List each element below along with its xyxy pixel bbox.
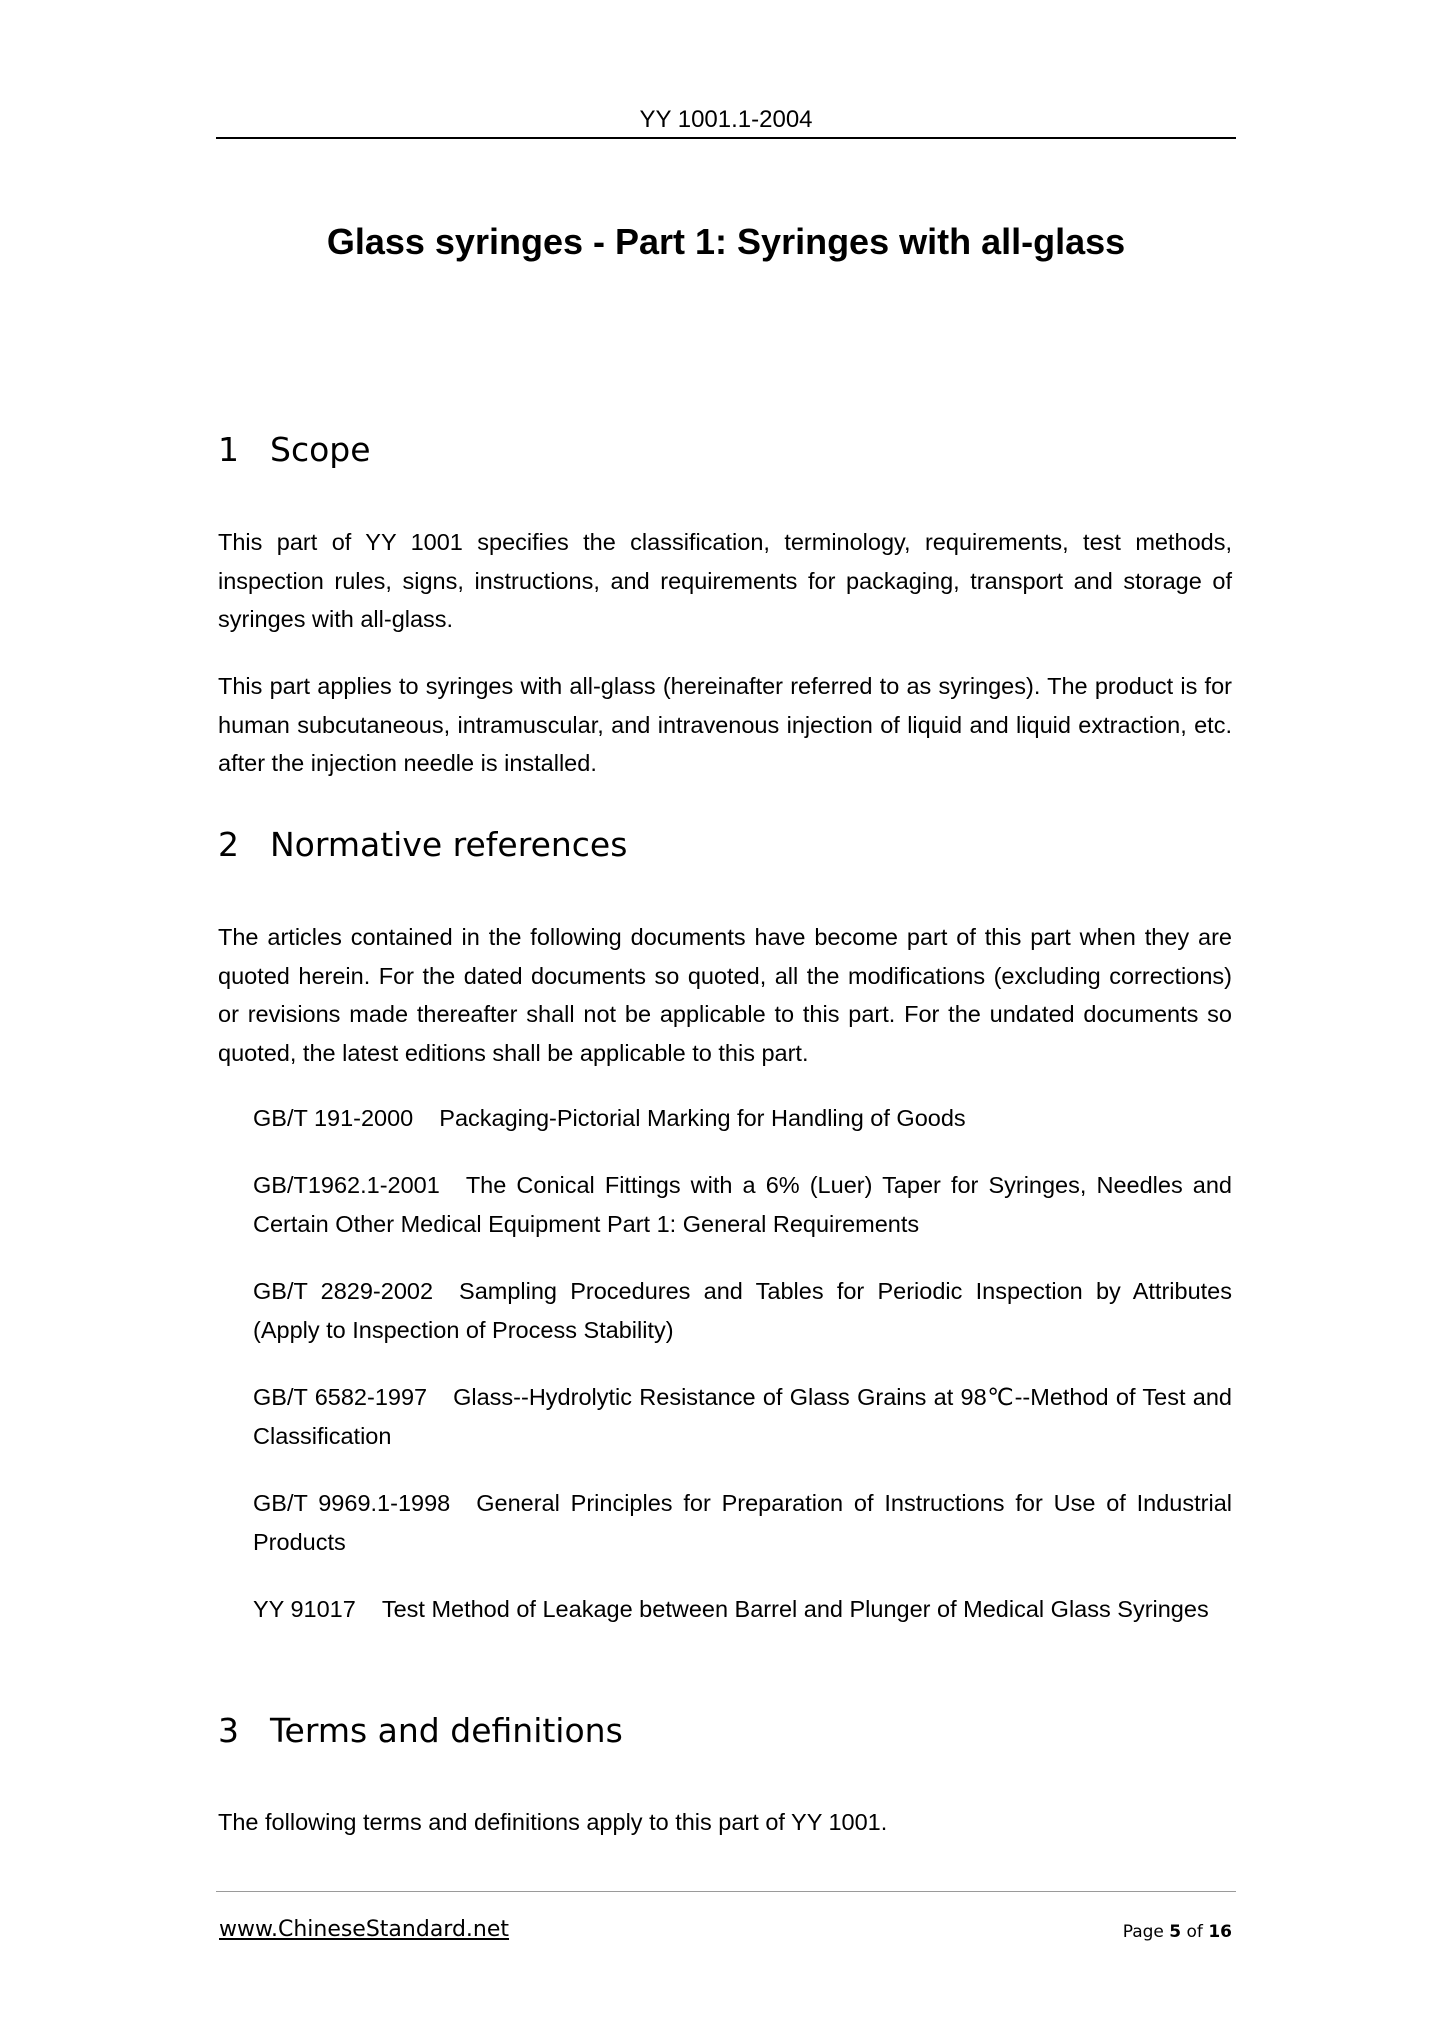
section-number: 2 (218, 825, 239, 864)
reference-item (253, 1378, 1232, 1455)
normative-intro-paragraph: The articles contained in the following documents have become part of this part when they are quoted herein. For the dated documents so quoted, all the modifications (excluding corrections) or revisions made thereafter shall not be applicable to this part. For the undated documents so quoted, the latest editions shall be applicable to this part. (218, 924, 1232, 1066)
section-title: Scope (270, 430, 371, 469)
page-label: Page (1122, 1922, 1164, 1942)
header-standard-code: YY 1001.1-2004 (639, 106, 813, 133)
section-title: Normative references (270, 825, 628, 864)
page-current: 5 (1169, 1922, 1182, 1942)
reference-code: GB/T1962.1-2001 (253, 1172, 440, 1198)
page-of-label: of (1186, 1922, 1203, 1942)
reference-title: Glass--Hydrolytic Resistance of Glass Grains at 98℃--Method of Test and Classification (253, 1384, 1233, 1449)
section-number: 3 (218, 1711, 239, 1750)
reference-code: GB/T 6582-1997 (253, 1384, 428, 1410)
reference-code: GB/T 9969.1-1998 (253, 1490, 451, 1516)
reference-code: GB/T 191-2000 (253, 1105, 414, 1131)
reference-item (253, 1590, 1232, 1629)
reference-code: GB/T 2829-2002 (253, 1278, 434, 1304)
scope-paragraph: This part of YY 1001 specifies the classification, terminology, requirements, test methods, inspection rules, signs, instructions, and requirements for packaging, transport and storage of syringes with all-glass. (218, 529, 1232, 632)
header-rule (216, 137, 1236, 139)
reference-title: General Principles for Preparation of Instructions for Use of Industrial Products (253, 1490, 1232, 1555)
section-title: Terms and definitions (270, 1711, 623, 1750)
page-number (1123, 1920, 1232, 1944)
reference-title: Test Method of Leakage between Barrel and Plunger of Medical Glass Syringes (381, 1596, 1209, 1622)
page-total: 16 (1208, 1922, 1232, 1942)
reference-title: Packaging-Pictorial Marking for Handling of Goods (439, 1105, 966, 1131)
reference-item (253, 1099, 1232, 1138)
reference-item (253, 1484, 1232, 1561)
section-heading-scope (218, 430, 371, 470)
section-heading-terms-definitions (218, 1711, 623, 1751)
reference-item (253, 1272, 1232, 1349)
terms-paragraph: The following terms and definitions apply to this part of YY 1001. (218, 1809, 888, 1835)
reference-title: Sampling Procedures and Tables for Periodic Inspection by Attributes (Apply to Inspection of Process Stability) (253, 1278, 1232, 1343)
scope-paragraph: This part applies to syringes with all-glass (hereinafter referred to as syringes). The product is for human subcutaneous, intramuscular, and intravenous injection of liquid and liquid extraction, etc. after the injection needle is installed. (218, 673, 1232, 776)
reference-item (253, 1166, 1232, 1243)
document-title: Glass syringes - Part 1: Syringes with all-glass (326, 221, 1126, 262)
section-heading-normative-references (218, 825, 627, 865)
footer-rule (216, 1891, 1236, 1892)
section-number: 1 (218, 430, 239, 469)
reference-title: The Conical Fittings with a 6% (Luer) Taper for Syringes, Needles and Certain Other Medical Equipment Part 1: General Requirements (253, 1172, 1232, 1237)
website-link[interactable]: www.ChineseStandard.net (219, 1917, 510, 1942)
reference-code: YY 91017 (253, 1596, 356, 1622)
